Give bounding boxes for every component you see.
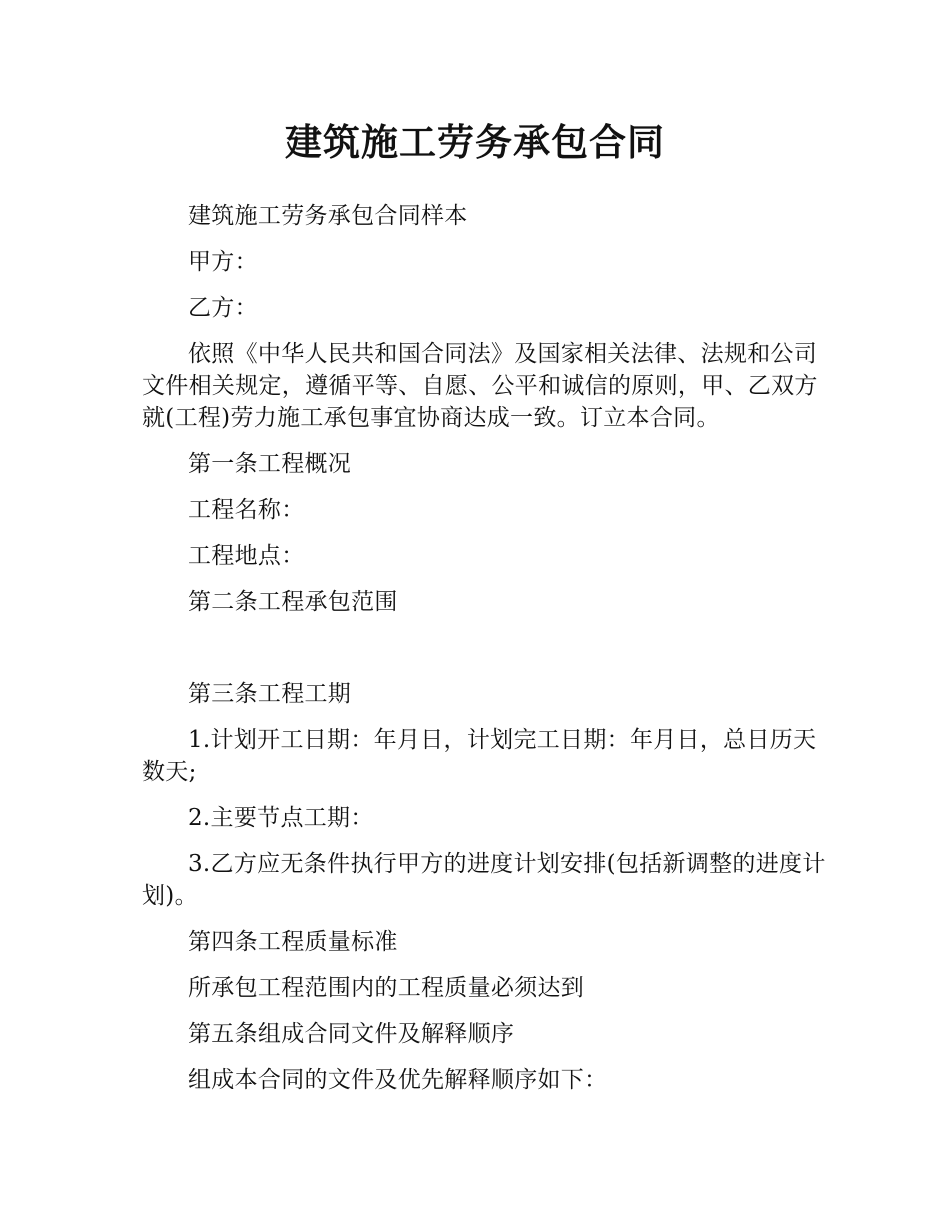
- paragraph-project-location: 工程地点：: [188, 543, 305, 569]
- paragraph-party-a: 甲方：: [188, 249, 258, 275]
- paragraph-article-2-heading: 第二条工程承包范围: [188, 589, 398, 615]
- paragraph-schedule-item-3: 3.乙方应无条件执行甲方的进度计划安排(包括新调整的进度计划)。: [142, 851, 826, 909]
- paragraph-article-3-heading: 第三条工程工期: [188, 681, 352, 707]
- paragraph-subtitle: 建筑施工劳务承包合同样本: [188, 203, 468, 229]
- blank-gap: [142, 632, 832, 678]
- document-body: [142, 200, 832, 1110]
- paragraph-document-order: 组成本合同的文件及优先解释顺序如下：: [188, 1067, 608, 1093]
- paragraph-party-b: 乙方：: [188, 295, 258, 321]
- paragraph-quality-standard: 所承包工程范围内的工程质量必须达到: [188, 975, 585, 1001]
- paragraph-article-4-heading: 第四条工程质量标准: [188, 929, 398, 955]
- paragraph-preamble: 依照《中华人民共和国合同法》及国家相关法律、法规和公司文件相关规定，遵循平等、自愿、公平和诚信的原则，甲、乙双方就(工程)劳力施工承包事宜协商达成一致。订立本合同。: [142, 341, 818, 431]
- paragraph-schedule-item-2: 2.主要节点工期：: [188, 805, 374, 831]
- document-title: 建筑施工劳务承包合同: [285, 121, 665, 164]
- paragraph-article-5-heading: 第五条组成合同文件及解释顺序: [188, 1021, 515, 1047]
- paragraph-schedule-item-1: 1.计划开工日期：年月日，计划完工日期：年月日，总日历天数天;: [142, 727, 817, 785]
- paragraph-project-name: 工程名称：: [188, 497, 305, 523]
- paragraph-article-1-heading: 第一条工程概况: [188, 451, 352, 477]
